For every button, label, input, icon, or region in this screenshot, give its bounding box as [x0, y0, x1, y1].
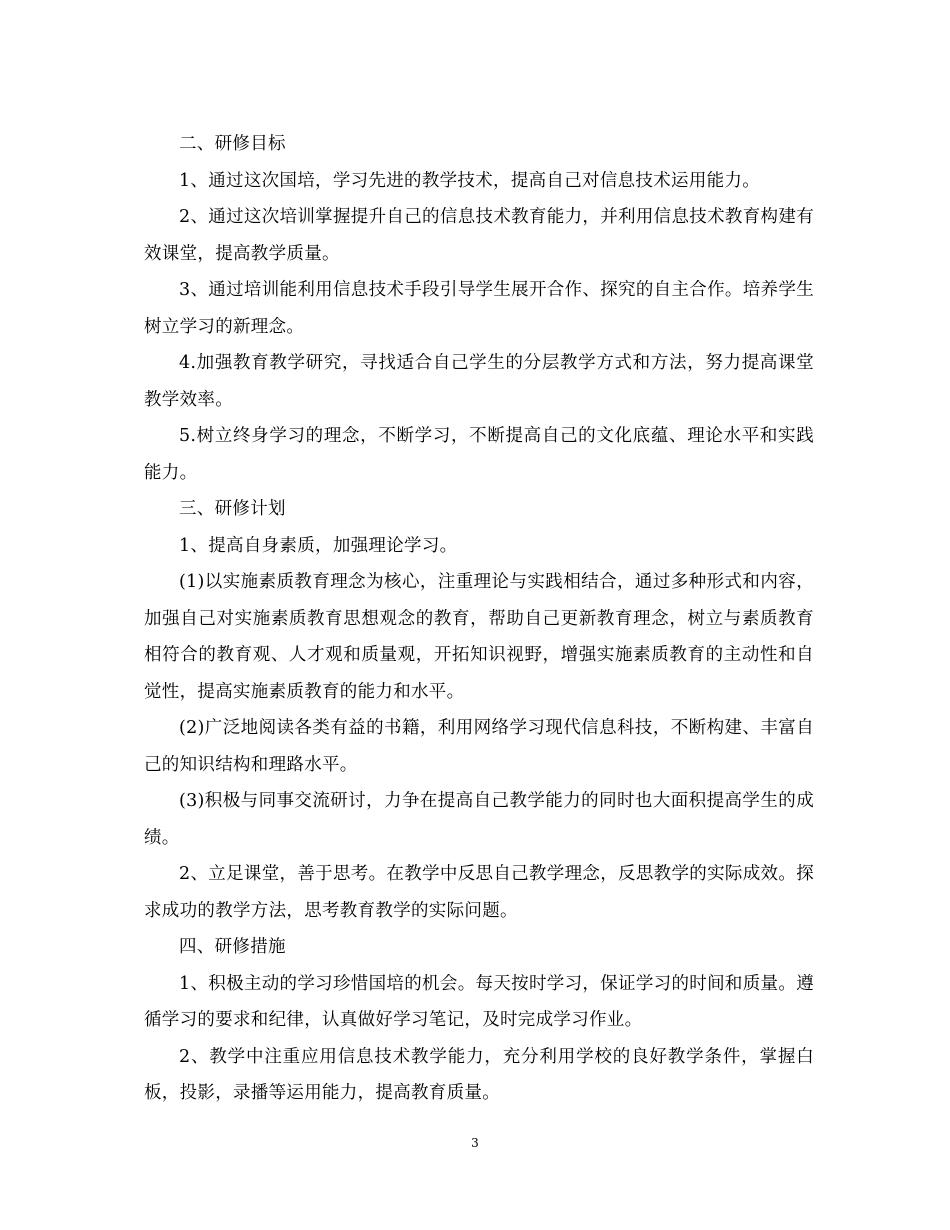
- plan-subitem-2: (2)广泛地阅读各类有益的书籍，利用网络学习现代信息科技，不断构建、丰富自己的知识结构和理路水平。: [144, 718, 814, 775]
- goal-item-5: 5.树立终身学习的理念，不断学习，不断提高自己的文化底蕴、理论水平和实践能力。: [144, 426, 814, 483]
- plan-subitem-1: (1)以实施素质教育理念为核心，注重理论与实践相结合，通过多种形式和内容，加强自己对实施素质教育思想观念的教育，帮助自己更新教育理念，树立与素质教育相符合的教育观、人才观和质量观，开拓知识视野，增强实施素质教育的主动性和自觉性，提高实施素质教育的能力和水平。: [144, 572, 814, 702]
- goal-item-1: 1、通过这次国培，学习先进的教学技术，提高自己对信息技术运用能力。: [179, 170, 761, 191]
- measure-item-1: 1、积极主动的学习珍惜国培的机会。每天按时学习，保证学习的时间和质量。遵循学习的要求和纪律，认真做好学习笔记，及时完成学习作业。: [144, 973, 814, 1030]
- page-number: 3: [471, 1136, 479, 1150]
- measure-item-2: 2、教学中注重应用信息技术教学能力，充分利用学校的良好教学条件，掌握白板，投影，录播等运用能力，提高教育质量。: [144, 1046, 814, 1103]
- goal-item-2: 2、通过这次培训掌握提升自己的信息技术教育能力，并利用信息技术教育构建有效课堂，提高教学质量。: [144, 207, 814, 264]
- section-heading-goals: 二、研修目标: [179, 134, 286, 154]
- section-heading-plan: 三、研修计划: [179, 499, 286, 519]
- document-body: [144, 126, 814, 1112]
- goal-item-3: 3、通过培训能利用信息技术手段引导学生展开合作、探究的自主合作。培养学生树立学习的新理念。: [144, 280, 814, 337]
- goal-item-4: 4.加强教育教学研究，寻找适合自己学生的分层教学方式和方法，努力提高课堂教学效率。: [144, 353, 814, 410]
- plan-item-2: 2、立足课堂，善于思考。在教学中反思自己教学理念，反思教学的实际成效。探求成功的教学方法，思考教育教学的实际问题。: [144, 864, 814, 921]
- section-heading-measures: 四、研修措施: [179, 937, 286, 957]
- plan-subitem-3: (3)积极与同事交流研讨，力争在提高自己教学能力的同时也大面积提高学生的成绩。: [144, 791, 814, 848]
- plan-item-1: 1、提高自身素质，加强理论学习。: [179, 535, 458, 556]
